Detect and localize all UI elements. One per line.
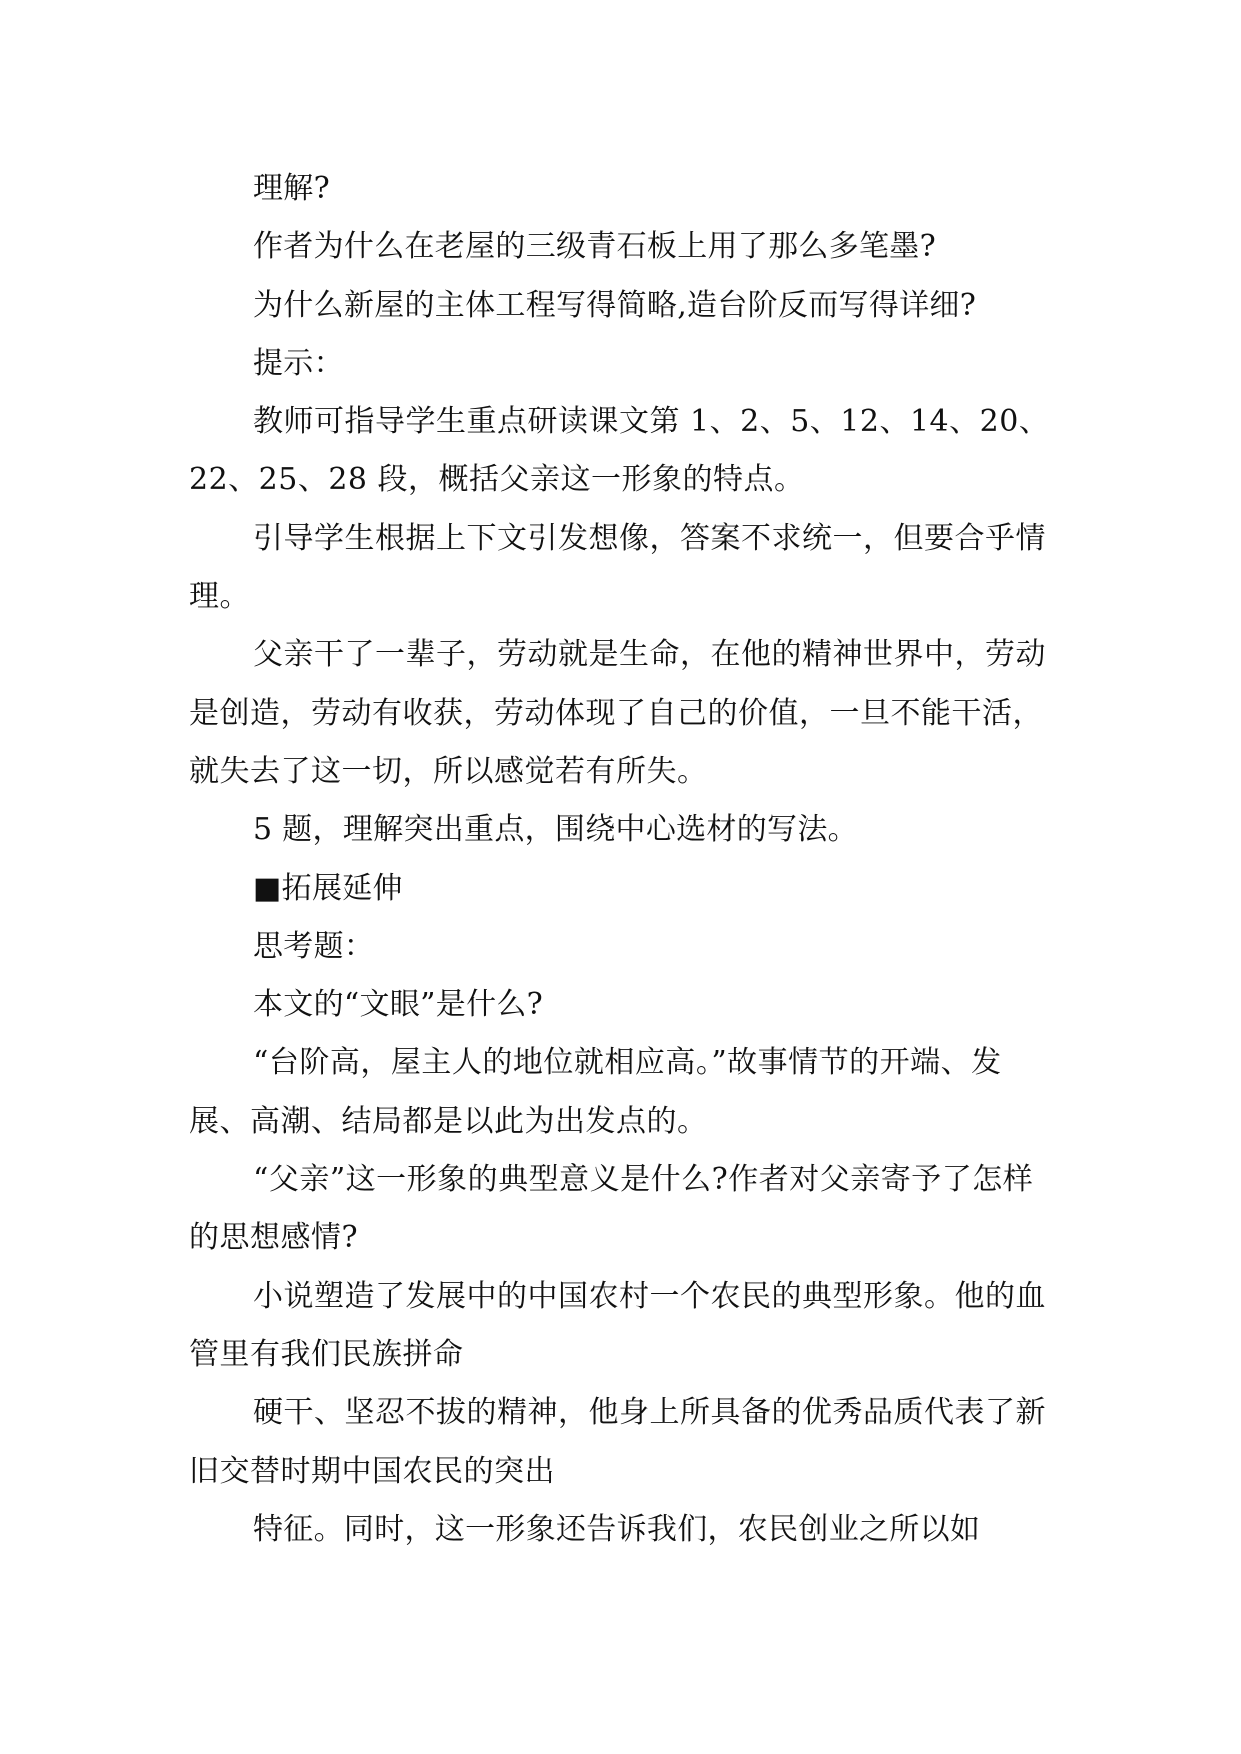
paragraph: 本文的“文眼”是什么? — [253, 987, 544, 1023]
paragraph: “台阶高，屋主人的地位就相应高。”故事情节的开端、发展、高潮、结局都是以此为出发点的。 — [189, 1045, 1002, 1139]
paragraph: 理解? — [253, 171, 330, 206]
paragraph: 硬干、坚忍不拔的精神，他身上所具备的优秀品质代表了新旧交替时期中国农民的突出 — [189, 1395, 1046, 1489]
section-heading: ■拓展延伸 — [253, 870, 403, 906]
paragraph: 思考题： — [253, 928, 375, 964]
paragraph: 作者为什么在老屋的三级青石板上用了那么多笔墨? — [253, 229, 936, 265]
paragraph: 父亲干了一辈子，劳动就是生命，在他的精神世界中，劳动是创造，劳动有收获，劳动体现了自己的价值，一旦不能干活，就失去了这一切，所以感觉若有所失。 — [189, 637, 1046, 789]
body-text — [189, 160, 1059, 1559]
paragraph: 提示： — [253, 345, 344, 381]
paragraph: 教师可指导学生重点研读课文第 1、2、5、12、14、20、22、25、28 段，概括父亲这一形象的特点。 — [189, 404, 1050, 498]
paragraph: 引导学生根据上下文引发想像，答案不求统一，但要合乎情理。 — [189, 520, 1046, 615]
paragraph: 为什么新屋的主体工程写得简略,造台阶反而写得详细? — [253, 287, 977, 323]
paragraph: 5 题，理解突出重点，围绕中心选材的写法。 — [253, 812, 858, 848]
paragraph: 小说塑造了发展中的中国农村一个农民的典型形象。他的血管里有我们民族拼命 — [189, 1278, 1046, 1372]
paragraph: 特征。同时，这一形象还告诉我们，农民创业之所以如 — [253, 1511, 981, 1547]
paragraph: “父亲”这一形象的典型意义是什么?作者对父亲寄予了怎样的思想感情? — [189, 1162, 1034, 1256]
